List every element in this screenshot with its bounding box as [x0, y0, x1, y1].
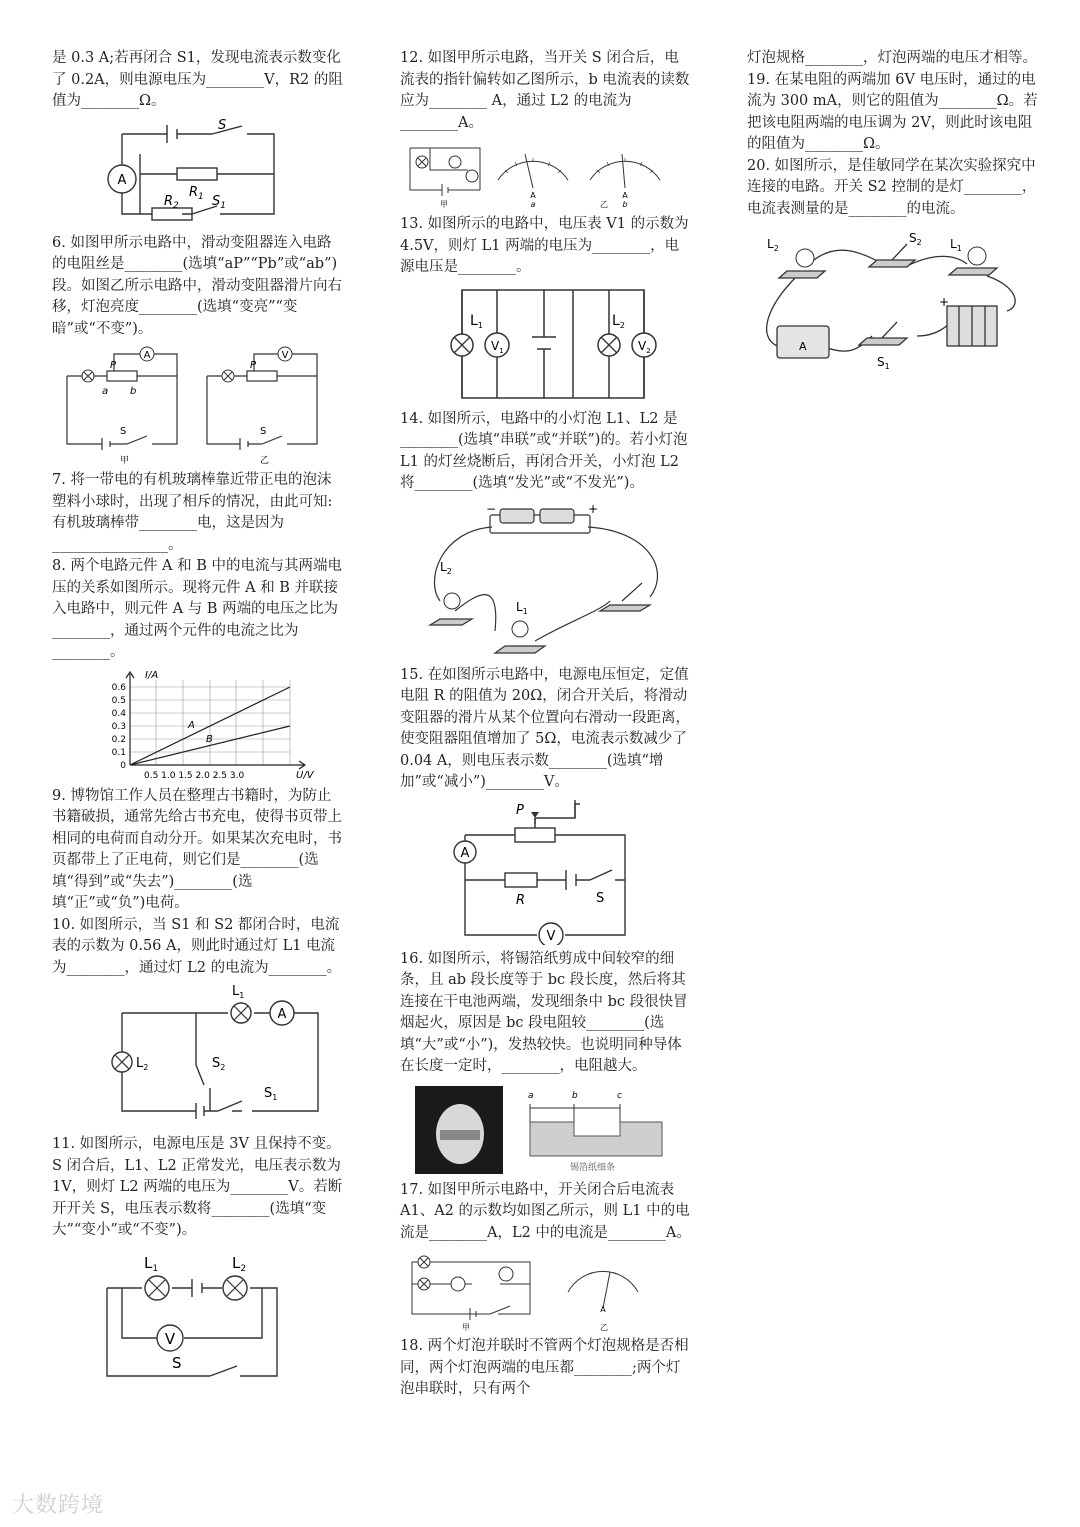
q11-s-label: S	[172, 1353, 182, 1372]
ytick: 0.1	[111, 747, 126, 758]
q17-caption-yi: 乙	[600, 1323, 608, 1332]
question-12: 12. 如图甲所示电路，当开关 S 闭合后，电流表的指针偏转如乙图所示，b 电流表的读数应为________ A，通过 L2 的电流为________A。	[400, 50, 690, 131]
q20-physical-circuit	[747, 226, 1027, 376]
q16-figure	[400, 1084, 670, 1176]
q12-circuit-and-meters	[400, 140, 670, 210]
q17-caption-jia: 甲	[462, 1323, 470, 1332]
q6-a-label: a	[102, 386, 109, 397]
question-18-tail: 灯泡规格________，灯泡两端的电压才相等。	[747, 50, 1037, 66]
column-1	[52, 48, 344, 1392]
question-14: 14. 如图所示，电路中的小灯泡 L1、L2 是________(选填“串联”或“并联”)的。若小灯泡 L1 的灯丝烧断后，再闭合开关，小灯泡 L2 将________(选填“发光”或“不发光”)。	[400, 410, 693, 491]
q20-s2-label: $S_2$	[909, 231, 922, 247]
q6-s-label-yi: S	[260, 426, 267, 437]
q6-ammeter-label: A	[143, 350, 151, 361]
q11-voltmeter-label: V	[164, 1329, 176, 1348]
q15-circuit-figure	[430, 800, 670, 945]
question-8: 8. 两个电路元件 A 和 B 中的电流与其两端电压的关系如图所示。现将元件 A 和 B 并联接入电路中，则元件 A 与 B 两端的电压之比为________，通过两个元件的电流之比为________。	[52, 558, 343, 660]
question-18: 18. 两个灯泡并联时不管两个灯泡规格是否相同，两个灯泡两端的电压都________;两个灯泡串联时，只有两个	[400, 1338, 689, 1397]
question-5-tail: 是 0.3 A;若再闭合 S1，发现电流表示数变化了 0.2A，则电源电压为________V，R2 的阻值为________Ω。	[52, 50, 343, 109]
q10-s1-label: $S_1$	[264, 1086, 278, 1102]
q6-slider-p-yi: P	[250, 360, 257, 371]
question-20: 20. 如图所示，是佳敏同学在某次实验探究中连接的电路。开关 S2 控制的是灯________，电流表测量的是________的电流。	[747, 157, 1037, 217]
q15-resistor-r: R	[516, 892, 526, 908]
s1-label: $S_1$	[212, 193, 226, 211]
q15-switch-s: S	[596, 890, 605, 906]
q12-caption-jia: 甲	[440, 200, 448, 209]
q13-l2-label: $L_2$	[612, 312, 625, 330]
q16-caption: 锡箔纸细条	[570, 1162, 616, 1173]
q14-physical-circuit	[400, 501, 670, 661]
ytick: 0.2	[111, 734, 126, 745]
q20-ammeter-label: A	[799, 340, 807, 353]
q6-s-label-jia: S	[120, 426, 127, 437]
ytick: 0	[120, 760, 126, 771]
q10-s2-label: $S_2$	[212, 1056, 226, 1072]
q20-l2-label: $L_2$	[767, 237, 779, 253]
ytick: 0.3	[111, 721, 126, 732]
q20-s1-label: $S_1$	[877, 355, 890, 371]
question-9: 9. 博物馆工作人员在整理古书籍时，为防止书籍破损，通常先给古书充电，使得书页带上相同的电荷而自动分开。如果某次充电时，书页都带上了正电荷，则它们是________(选填“得到”或“失去”)________(选填“正”或“负”)电荷。	[52, 787, 342, 911]
q10-circuit-figure	[92, 985, 332, 1130]
question-17: 17. 如图甲所示电路中，开关闭合后电流表 A1、A2 的示数均如图乙所示，则 L1 中的电流是________A，L2 中的电流是________A。	[400, 1181, 691, 1241]
q12-meter-b-label: b	[622, 200, 628, 209]
q20-battery-plus: +	[939, 295, 950, 309]
question-10: 10. 如图所示，当 S1 和 S2 都闭合时，电流表的示数为 0.56 A，则此时通过灯 L1 电流为________，通过灯 L2 的电流为________。	[52, 916, 342, 976]
q10-l1-label: $L_1$	[232, 985, 245, 1000]
watermark: 大数跨境	[12, 1493, 105, 1518]
ytick: 0.6	[111, 682, 126, 693]
q16-c-label: c	[617, 1090, 622, 1101]
q8-yticks	[112, 683, 127, 771]
q13-circuit-figure	[432, 285, 672, 405]
q15-slider-p: P	[516, 802, 524, 818]
q12-meter-a-unit: A	[530, 191, 536, 200]
q8-iu-graph	[100, 670, 340, 782]
ytick: 0.4	[111, 708, 126, 719]
q15-voltmeter-label: V	[546, 928, 556, 944]
q10-ammeter-label: A	[277, 1007, 287, 1022]
q17-circuit-and-meter	[400, 1250, 670, 1332]
q8-xticks: 0.5 1.0 1.5 2.0 2.5 3.0	[144, 770, 245, 781]
q13-l1-label: $L_1$	[470, 312, 483, 330]
question-13: 13. 如图所示的电路中，电压表 V1 的示数为 4.5V，则灯 L1 两端的电压为________，电源电压是________。	[400, 216, 694, 275]
q8-xlabel: U/V	[296, 769, 314, 781]
q6-b-label: b	[130, 386, 137, 397]
q11-circuit-figure	[72, 1248, 292, 1388]
ytick: 0.5	[111, 695, 126, 706]
q11-l1-label: $L_1$	[144, 1253, 159, 1274]
q11-l2-label: $L_2$	[232, 1253, 247, 1274]
q16-a-label: a	[528, 1090, 534, 1101]
q6-circuit-figures	[52, 346, 342, 466]
q12-meter-b-unit: A	[622, 191, 628, 200]
r2-label: $R_2$	[164, 193, 179, 211]
q6-voltmeter-label: V	[281, 350, 289, 361]
q10-l2-label: $L_2$	[136, 1056, 149, 1072]
switch-s-label: S	[218, 118, 227, 133]
column-3	[747, 48, 1039, 380]
q16-b-label: b	[572, 1090, 578, 1101]
column-2	[400, 48, 692, 1401]
q6-caption-jia: 甲	[120, 456, 130, 466]
q6-slider-p-jia: P	[110, 360, 117, 371]
question-7: 7. 将一带电的有机玻璃棒靠近带正电的泡沫塑料小球时，出现了相斥的情况，由此可知:有机玻璃棒带________电，这是因为________________。	[52, 472, 333, 553]
q8-ylabel: I/A	[145, 669, 159, 681]
q12-caption-yi: 乙	[600, 200, 608, 209]
q13-v2-label: $V_2$	[638, 338, 651, 355]
q15-ammeter-label: A	[460, 845, 470, 861]
question-16: 16. 如图所示，将锡箔纸剪成中间较窄的细条，且 ab 段长度等于 bc 段长度，然后将其连接在干电池两端，发现细条中 bc 段很快冒烟起火，原因是 bc 段电阻较________(选填“大”或“小”)，发热较快。也说明同种导体在长度一定时，________，电阻越大。	[400, 950, 688, 1074]
question-11: 11. 如图所示，电源电压是 3V 且保持不变。S 闭合后，L1、L2 正常发光，电压表示数为 1V，则灯 L2 两端的电压为________V。若断开开关 S，电压表示数将________(选填“变大”“变小”或“不变”)。	[52, 1136, 346, 1238]
battery-minus: −	[486, 501, 497, 516]
q5-circuit-figure	[52, 119, 292, 229]
ammeter-label: A	[117, 172, 127, 188]
q20-l1-label: $L_1$	[950, 237, 962, 253]
q8-line-a-label: A	[188, 719, 195, 731]
question-6: 6. 如图甲所示电路中，滑动变阻器连入电路的电阻丝是________(选填“aP”“Pb”或“ab”)段。如图乙所示电路中，滑动变阻器滑片向右移，灯泡亮度________(选填“变亮”“变暗”或“不变”)。	[52, 234, 342, 337]
q17-meter-unit: A	[600, 1305, 606, 1314]
q12-meter-a-label: a	[530, 200, 536, 209]
q14-l1-label: $L_1$	[516, 599, 528, 616]
q8-line-b-label: B	[206, 733, 213, 745]
q6-caption-yi: 乙	[260, 456, 270, 466]
battery-plus: +	[588, 501, 599, 516]
question-19: 19. 在某电阻的两端加 6V 电压时，通过的电流为 300 mA，则它的阻值为________Ω。若把该电阻两端的电压调为 2V，则此时该电阻的阻值为________Ω。	[747, 71, 1038, 152]
q13-v1-label: $V_1$	[491, 338, 504, 355]
r1-label: $R_1$	[189, 184, 204, 202]
q14-l2-label: $L_2$	[440, 559, 452, 576]
question-15: 15. 在如图所示电路中，电源电压恒定，定值电阻 R 的阻值为 20Ω，闭合开关后，将滑动变阻器的滑片从某个位置向右滑动一段距离，使变阻器阻值增加了 5Ω，电流表示数减少了 0.04 A，则电压表示数________(选填“增加”或“减小”)________V。	[400, 666, 692, 790]
